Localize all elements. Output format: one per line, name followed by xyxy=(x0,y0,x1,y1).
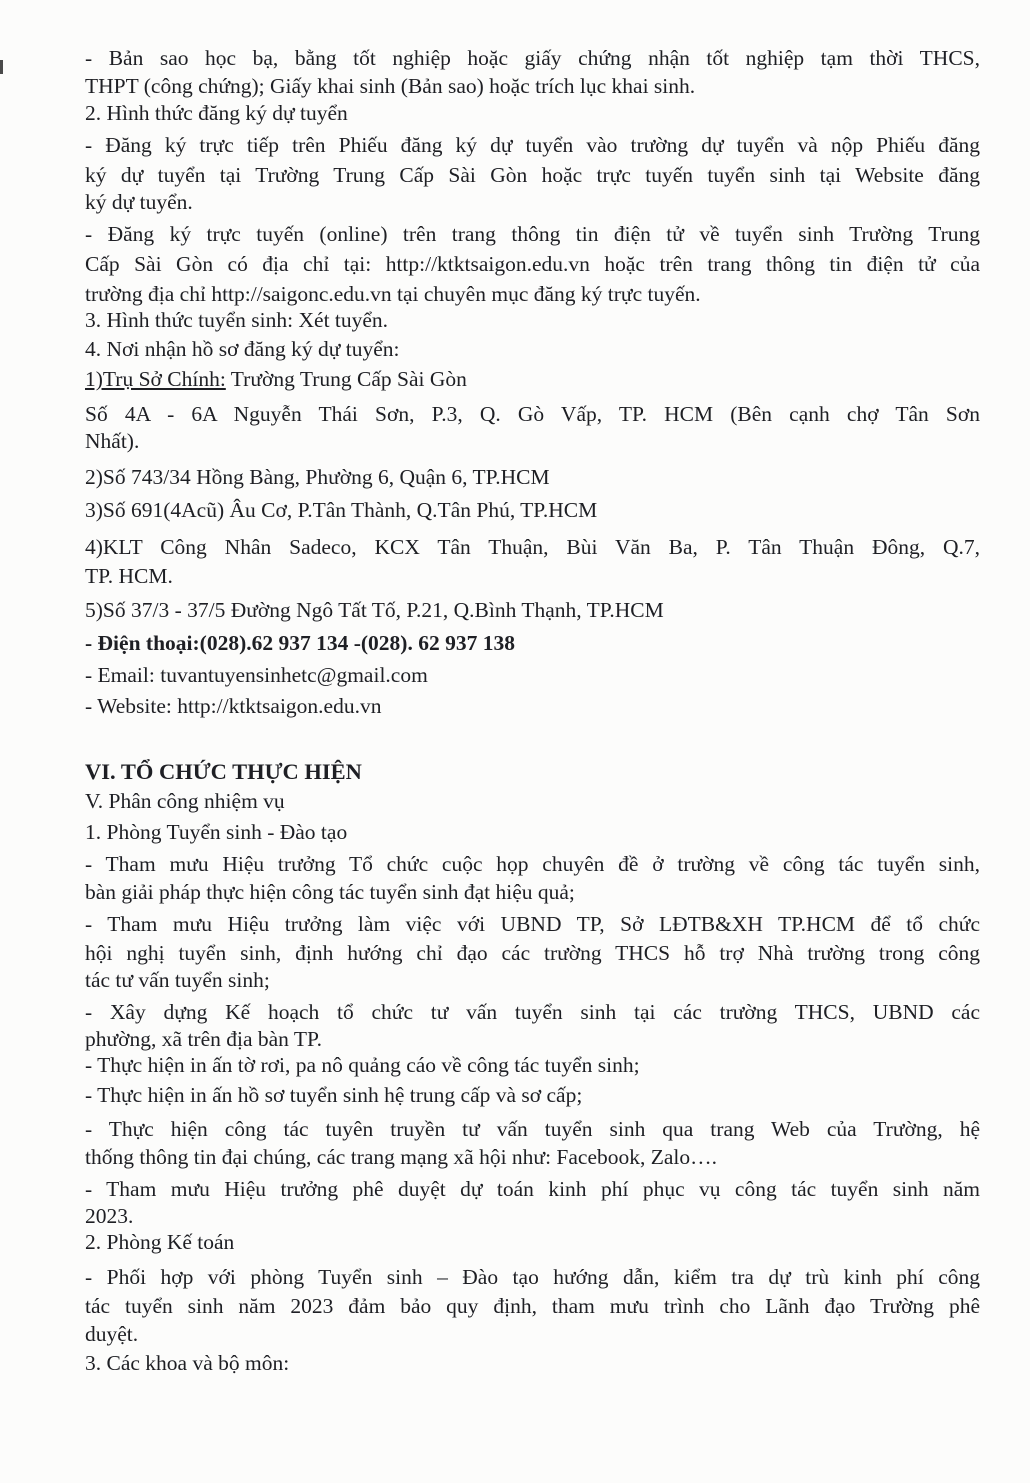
section-heading: VI. TỔ CHỨC THỰC HIỆN xyxy=(85,759,362,784)
phone-line: - Điện thoại:(028).62 937 134 -(028). 62 937 138 xyxy=(85,631,515,655)
text-line: hội nghị tuyển sinh, định hướng chỉ đạo các trường THCS hỗ trợ Nhà trường trong công xyxy=(85,941,980,965)
address-line: TP. HCM. xyxy=(85,564,173,588)
head-office-line xyxy=(85,365,980,393)
email-line: - Email: tuvantuyensinhetc@gmail.com xyxy=(85,663,428,687)
text-line: - Tham mưu Hiệu trưởng làm việc với UBND TP, Sở LĐTB&XH TP.HCM để tổ chức xyxy=(85,912,980,936)
text-line: - Thực hiện in ấn tờ rơi, pa nô quảng cáo về công tác tuyển sinh; xyxy=(85,1053,640,1077)
section-item: 2. Hình thức đăng ký dự tuyển xyxy=(85,101,348,125)
head-office-label: 1)Trụ Sở Chính: xyxy=(85,367,226,391)
text-line: Cấp Sài Gòn có địa chỉ tại: http://ktktsaigon.edu.vn hoặc trên trang thông tin điện tử của xyxy=(85,252,980,276)
text-line: tác tuyển sinh năm 2023 đảm bảo quy định, tham mưu trình cho Lãnh đạo Trường phê xyxy=(85,1294,980,1318)
text-line: trường địa chỉ http://saigonc.edu.vn tại chuyên mục đăng ký trực tuyến. xyxy=(85,282,701,306)
text-line: - Tham mưu Hiệu trưởng phê duyệt dự toán kinh phí phục vụ công tác tuyển sinh năm xyxy=(85,1177,980,1201)
text-line: - Thực hiện công tác tuyên truyền tư vấn tuyển sinh qua trang Web của Trường, hệ xyxy=(85,1117,980,1141)
subsection-title: V. Phân công nhiệm vụ xyxy=(85,789,285,813)
text-line: phường, xã trên địa bàn TP. xyxy=(85,1027,322,1051)
text-line: bàn giải pháp thực hiện công tác tuyển sinh đạt hiệu quả; xyxy=(85,880,575,904)
text-line: - Đăng ký trực tuyến (online) trên trang thông tin điện tử về tuyển sinh Trường Trung xyxy=(85,222,980,246)
head-office-name: Trường Trung Cấp Sài Gòn xyxy=(225,367,467,391)
address-line: 2)Số 743/34 Hồng Bàng, Phường 6, Quận 6, TP.HCM xyxy=(85,465,550,489)
text-line: - Thực hiện in ấn hồ sơ tuyển sinh hệ trung cấp và sơ cấp; xyxy=(85,1083,583,1107)
website-line: - Website: http://ktktsaigon.edu.vn xyxy=(85,694,382,718)
address-line: 4)KLT Công Nhân Sadeco, KCX Tân Thuận, Bùi Văn Ba, P. Tân Thuận Đông, Q.7, xyxy=(85,535,980,559)
text-line: duyệt. xyxy=(85,1322,139,1346)
address-line: 5)Số 37/3 - 37/5 Đường Ngô Tất Tố, P.21, Q.Bình Thạnh, TP.HCM xyxy=(85,598,664,622)
subsection-title: 1. Phòng Tuyển sinh - Đào tạo xyxy=(85,820,348,844)
section-item: 3. Hình thức tuyển sinh: Xét tuyển. xyxy=(85,308,389,332)
text-line: ký dự tuyển. xyxy=(85,190,193,214)
section-item: 4. Nơi nhận hồ sơ đăng ký dự tuyển: xyxy=(85,337,400,361)
text-line: - Bản sao học bạ, bằng tốt nghiệp hoặc giấy chứng nhận tốt nghiệp tạm thời THCS, xyxy=(85,46,980,70)
text-line: - Phối hợp với phòng Tuyển sinh – Đào tạo hướng dẫn, kiểm tra dự trù kinh phí công xyxy=(85,1265,980,1289)
text-line: ký dự tuyển tại Trường Trung Cấp Sài Gòn hoặc trực tuyến tuyển sinh tại Website đăng xyxy=(85,163,980,187)
address-line: Số 4A - 6A Nguyễn Thái Sơn, P.3, Q. Gò Vấp, TP. HCM (Bên cạnh chợ Tân Sơn xyxy=(85,402,980,426)
text-line: - Tham mưu Hiệu trưởng Tổ chức cuộc họp chuyên đề ở trường về công tác tuyển sinh, xyxy=(85,852,980,876)
address-line: 3)Số 691(4Acũ) Âu Cơ, P.Tân Thành, Q.Tân Phú, TP.HCM xyxy=(85,498,598,522)
text-line: 2023. xyxy=(85,1204,134,1228)
text-line: - Xây dựng Kế hoạch tổ chức tư vấn tuyển sinh tại các trường THCS, UBND các xyxy=(85,1000,980,1024)
scan-edge-mark xyxy=(0,60,3,74)
address-line: Nhất). xyxy=(85,429,140,453)
subsection-title: 3. Các khoa và bộ môn: xyxy=(85,1351,290,1375)
text-line: THPT (công chứng); Giấy khai sinh (Bản sao) hoặc trích lục khai sinh. xyxy=(85,74,696,98)
subsection-title: 2. Phòng Kế toán xyxy=(85,1230,235,1254)
text-line: tác tư vấn tuyển sinh; xyxy=(85,968,270,992)
text-line: thống thông tin đại chúng, các trang mạng xã hội như: Facebook, Zalo…. xyxy=(85,1145,718,1169)
text-line: - Đăng ký trực tiếp trên Phiếu đăng ký dự tuyển vào trường dự tuyển và nộp Phiếu đăng xyxy=(85,133,980,157)
